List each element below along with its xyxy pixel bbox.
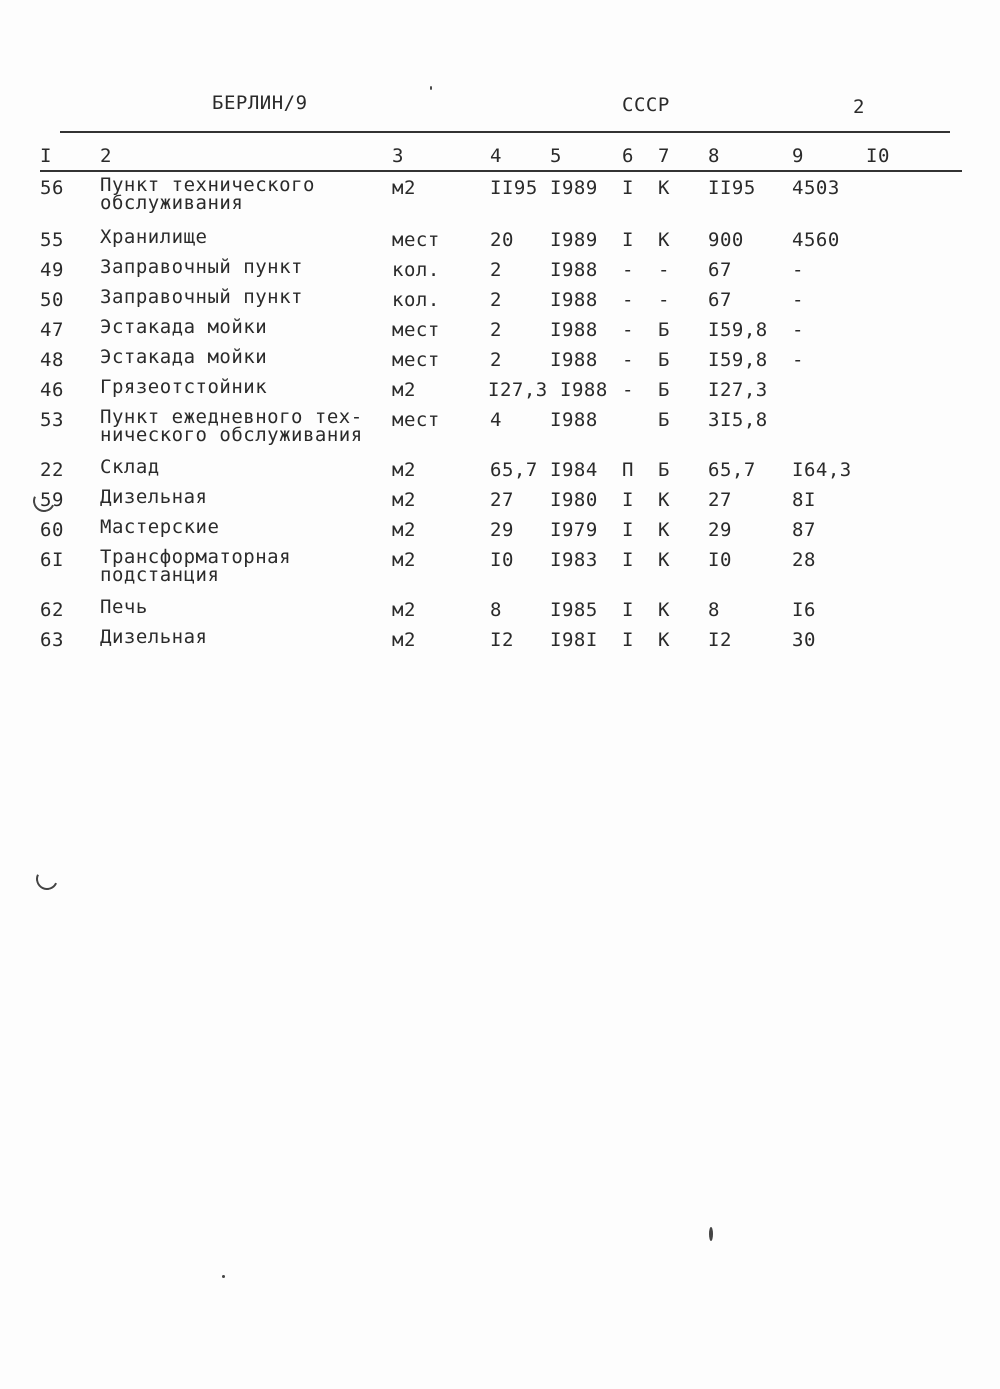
category-cell: I [622,489,634,511]
row-number-cell: 6I [40,549,64,571]
value-cell: 29 [708,519,732,541]
value-cell: I27,3 [708,379,768,401]
cost-cell: 8I [792,489,816,511]
value-cell: 67 [708,259,732,281]
category-cell: I [622,519,634,541]
unit-cell: м2 [392,177,416,199]
row-number-cell: 63 [40,629,64,651]
object-name-cell: Заправочный пункт [100,286,303,308]
column-header: 5 [550,145,562,167]
row-number-cell: 59 [40,489,64,511]
unit-cell: мест [392,409,440,431]
column-header: 9 [792,145,804,167]
quantity-cell: 29 [490,519,514,541]
material-cell: Б [658,459,670,481]
object-name-cell: Эстакада мойки [100,316,268,338]
value-cell: I59,8 [708,349,768,371]
category-cell: - [622,319,634,341]
quantity-cell: 2 [490,349,502,371]
header-top-rule [60,131,950,133]
page-number: 2 [853,96,865,118]
row-number-cell: 47 [40,319,64,341]
value-cell: 3I5,8 [708,409,768,431]
quantity-cell: I27,3 [488,379,548,401]
category-cell: - [622,349,634,371]
year-cell: I989 [550,177,598,199]
scan-speck [430,86,432,90]
year-cell: I980 [550,489,598,511]
year-cell: I98I [550,629,598,651]
year-cell: I985 [550,599,598,621]
quantity-cell: II95 [490,177,538,199]
year-cell: I988 [560,379,608,401]
material-cell: К [658,519,670,541]
header-bottom-rule [40,170,962,172]
category-cell: I [622,549,634,571]
quantity-cell: I2 [490,629,514,651]
quantity-cell: 20 [490,229,514,251]
value-cell: II95 [708,177,756,199]
unit-cell: м2 [392,459,416,481]
object-name-cell: Печь [100,596,148,618]
material-cell: К [658,489,670,511]
row-number-cell: 48 [40,349,64,371]
scan-speck [222,1275,225,1278]
object-name-cell: Эстакада мойки [100,346,268,368]
document-title: БЕРЛИН/9 [212,92,308,114]
cost-cell: 4503 [792,177,840,199]
quantity-cell: 65,7 [490,459,538,481]
year-cell: I979 [550,519,598,541]
column-header: 7 [658,145,670,167]
unit-cell: мест [392,349,440,371]
year-cell: I988 [550,289,598,311]
row-number-cell: 49 [40,259,64,281]
column-header: 8 [708,145,720,167]
year-cell: I989 [550,229,598,251]
year-cell: I988 [550,349,598,371]
object-name-cell: Склад [100,456,160,478]
object-name-cell: Мастерские [100,516,220,538]
quantity-cell: 27 [490,489,514,511]
material-cell: Б [658,379,670,401]
category-cell: I [622,599,634,621]
material-cell: Б [658,409,670,431]
material-cell: - [658,259,670,281]
material-cell: Б [658,349,670,371]
year-cell: I988 [550,259,598,281]
row-number-cell: 60 [40,519,64,541]
unit-cell: кол. [392,259,440,281]
material-cell: К [658,629,670,651]
year-cell: I984 [550,459,598,481]
value-cell: I59,8 [708,319,768,341]
cost-cell: - [792,319,804,341]
object-name-cell: Хранилище [100,226,208,248]
object-name-cell: Заправочный пункт [100,256,303,278]
material-cell: - [658,289,670,311]
column-header: 3 [392,145,404,167]
object-name-cell: Дизельная [100,486,208,508]
material-cell: К [658,177,670,199]
column-header: 4 [490,145,502,167]
year-cell: I988 [550,319,598,341]
quantity-cell: I0 [490,549,514,571]
cost-cell: 87 [792,519,816,541]
cost-cell: 30 [792,629,816,651]
category-cell: П [622,459,634,481]
object-name-cell: Трансформаторная подстанция [100,546,292,586]
row-number-cell: 62 [40,599,64,621]
object-name-cell: Пункт технического обслуживания [100,174,315,214]
unit-cell: м2 [392,379,416,401]
quantity-cell: 2 [490,289,502,311]
material-cell: К [658,599,670,621]
material-cell: К [658,229,670,251]
row-number-cell: 55 [40,229,64,251]
unit-cell: мест [392,319,440,341]
category-cell: - [622,379,634,401]
year-cell: I988 [550,409,598,431]
row-number-cell: 56 [40,177,64,199]
cost-cell: I6 [792,599,816,621]
unit-cell: м2 [392,629,416,651]
category-cell: - [622,259,634,281]
quantity-cell: 2 [490,319,502,341]
unit-cell: м2 [392,519,416,541]
cost-cell: - [792,259,804,281]
row-number-cell: 53 [40,409,64,431]
column-header: 6 [622,145,634,167]
column-header: 2 [100,145,112,167]
value-cell: 8 [708,599,720,621]
quantity-cell: 8 [490,599,502,621]
value-cell: 67 [708,289,732,311]
category-cell: I [622,629,634,651]
material-cell: Б [658,319,670,341]
value-cell: I0 [708,549,732,571]
unit-cell: кол. [392,289,440,311]
quantity-cell: 4 [490,409,502,431]
cost-cell: 28 [792,549,816,571]
object-name-cell: Пункт ежедневного тех- нического обслуживания [100,406,363,446]
column-header: I [40,145,52,167]
scan-speck [709,1227,713,1241]
cost-cell: - [792,289,804,311]
row-number-cell: 46 [40,379,64,401]
value-cell: 900 [708,229,744,251]
country-label: СССР [622,94,670,116]
unit-cell: м2 [392,599,416,621]
row-number-cell: 22 [40,459,64,481]
category-cell: I [622,229,634,251]
year-cell: I983 [550,549,598,571]
column-header: I0 [866,145,890,167]
unit-cell: м2 [392,549,416,571]
category-cell: - [622,289,634,311]
value-cell: 27 [708,489,732,511]
unit-cell: м2 [392,489,416,511]
cost-cell: - [792,349,804,371]
object-name-cell: Грязеотстойник [100,376,268,398]
material-cell: К [658,549,670,571]
value-cell: 65,7 [708,459,756,481]
punch-hole-mark [33,865,61,893]
row-number-cell: 50 [40,289,64,311]
cost-cell: I64,3 [792,459,852,481]
object-name-cell: Дизельная [100,626,208,648]
quantity-cell: 2 [490,259,502,281]
value-cell: I2 [708,629,732,651]
cost-cell: 4560 [792,229,840,251]
unit-cell: мест [392,229,440,251]
category-cell: I [622,177,634,199]
